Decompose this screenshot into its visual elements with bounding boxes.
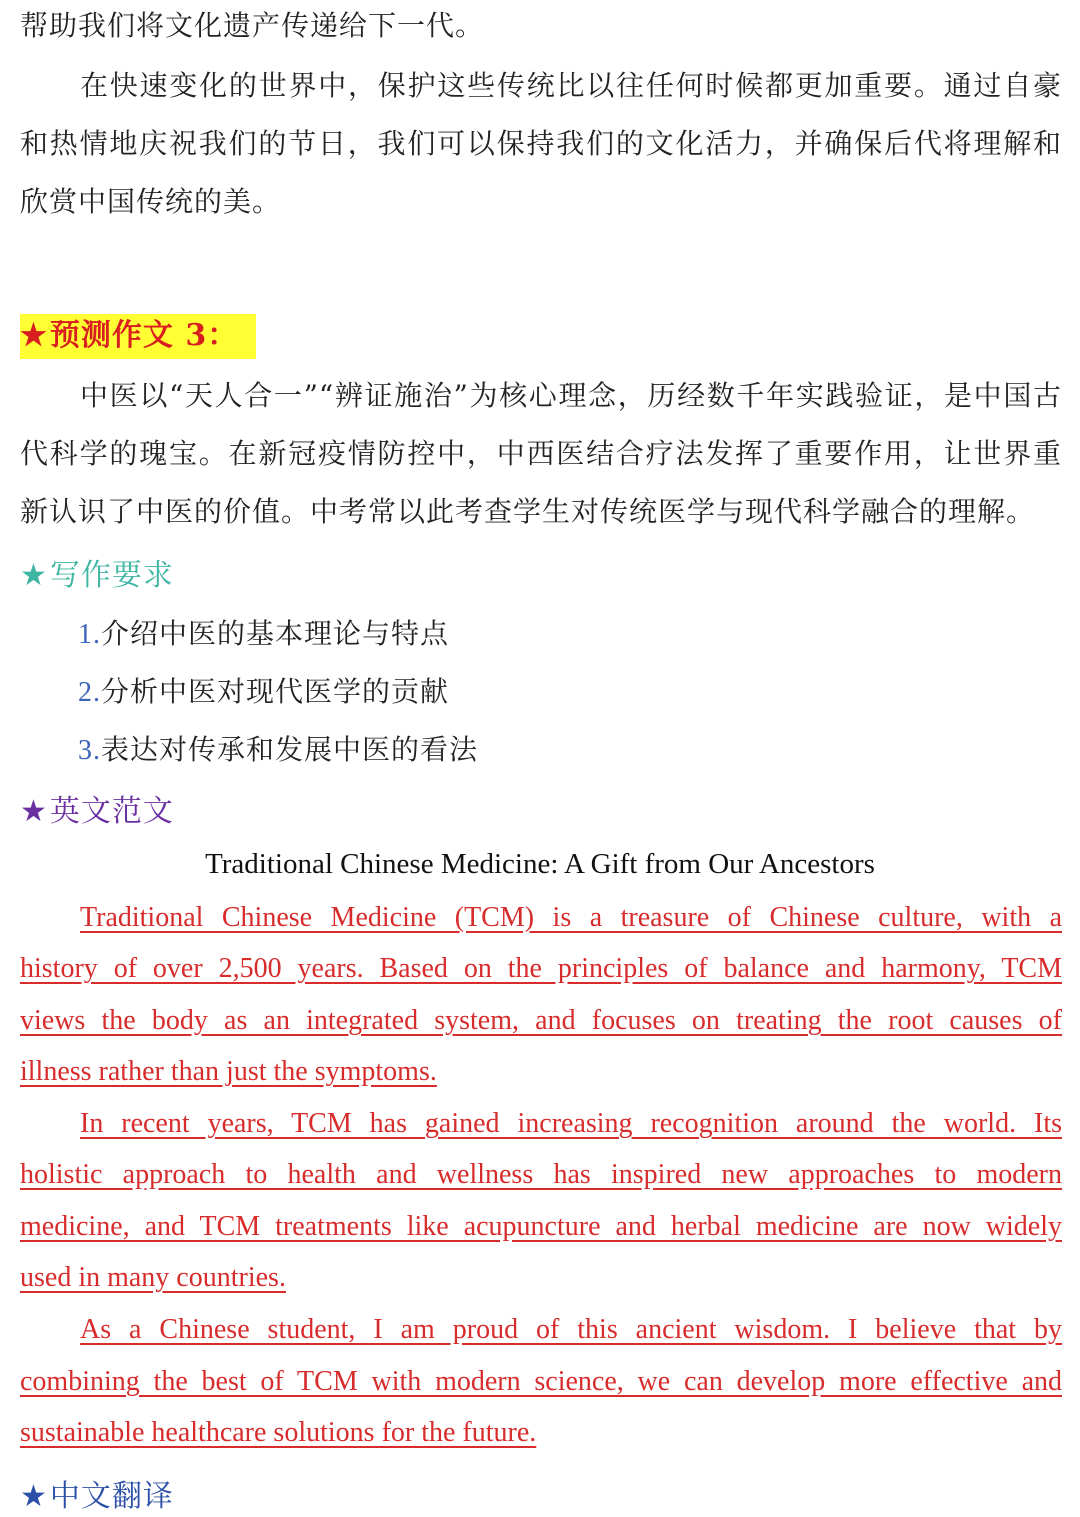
translation-heading [20,1471,174,1515]
intro-line: 欣赏中国传统的美。 [20,185,282,218]
prediction-line: 新认识了中医的价值。中考常以此考查学生对传统医学与现代科学融合的理解。 [20,495,1036,528]
essay-line: sustainable healthcare solutions for the future. [20,1417,537,1448]
essay-line: history of over 2,500 years. Based on the principles of balance and harmony, TCM [20,953,1062,984]
essay-line: medicine, and TCM treatments like acupuncture and herbal medicine are now widely [20,1211,1062,1242]
essay-line: holistic approach to health and wellness has inspired new approaches to modern [20,1159,1062,1190]
prediction-heading [20,310,256,354]
essay-line: As a Chinese student, I am proud of this ancient wisdom. I believe that by [80,1314,1062,1345]
requirements-heading [20,550,174,594]
essay-line: illness rather than just the symptoms. [20,1056,437,1087]
prediction-line: 代科学的瑰宝。在新冠疫情防控中，中西医结合疗法发挥了重要作用，让世界重 [20,437,1062,470]
sample-heading [20,786,174,830]
prediction-line: 中医以“天人合一”“辨证施治”为核心理念，历经数千年实践验证，是中国古 [80,379,1062,412]
star-icon: ★ [20,558,48,593]
requirement-number: 2. [78,677,101,708]
requirement-number: 1. [78,619,101,650]
essay-line: views the body as an integrated system, and focuses on treating the root causes of [20,1005,1062,1036]
requirement-item [78,670,449,710]
intro-line: 帮助我们将文化遗产传递给下一代。 [20,9,485,42]
intro-line: 在快速变化的世界中，保护这些传统比以往任何时候都更加重要。通过自豪 [80,69,1062,102]
sample-heading-text: 英文范文 [49,794,174,829]
intro-line: 和热情地庆祝我们的节日，我们可以保持我们的文化活力，并确保后代将理解和 [20,127,1062,160]
requirements-heading-text: 写作要求 [49,558,174,593]
essay-line: used in many countries. [20,1262,286,1293]
star-icon: ★ [20,794,48,829]
requirement-text: 分析中医对现代医学的贡献 [101,675,450,708]
requirement-text: 介绍中医的基本理论与特点 [101,617,450,650]
star-icon: ★ [20,318,48,353]
star-icon: ★ [20,1479,48,1514]
requirement-item [78,728,478,768]
essay-line: combining the best of TCM with modern science, we can develop more effective and [20,1366,1062,1397]
requirement-number: 3. [78,735,101,766]
requirement-item [78,612,449,652]
essay-line: Traditional Chinese Medicine (TCM) is a treasure of Chinese culture, with a [80,902,1062,933]
essay-title: Traditional Chinese Medicine: A Gift from Our Ancestors [205,848,875,880]
prediction-label: 预测作文 3： [49,318,239,353]
translation-heading-text: 中文翻译 [49,1479,174,1514]
requirement-text: 表达对传承和发展中医的看法 [101,733,479,766]
essay-line: In recent years, TCM has gained increasing recognition around the world. Its [80,1108,1062,1139]
